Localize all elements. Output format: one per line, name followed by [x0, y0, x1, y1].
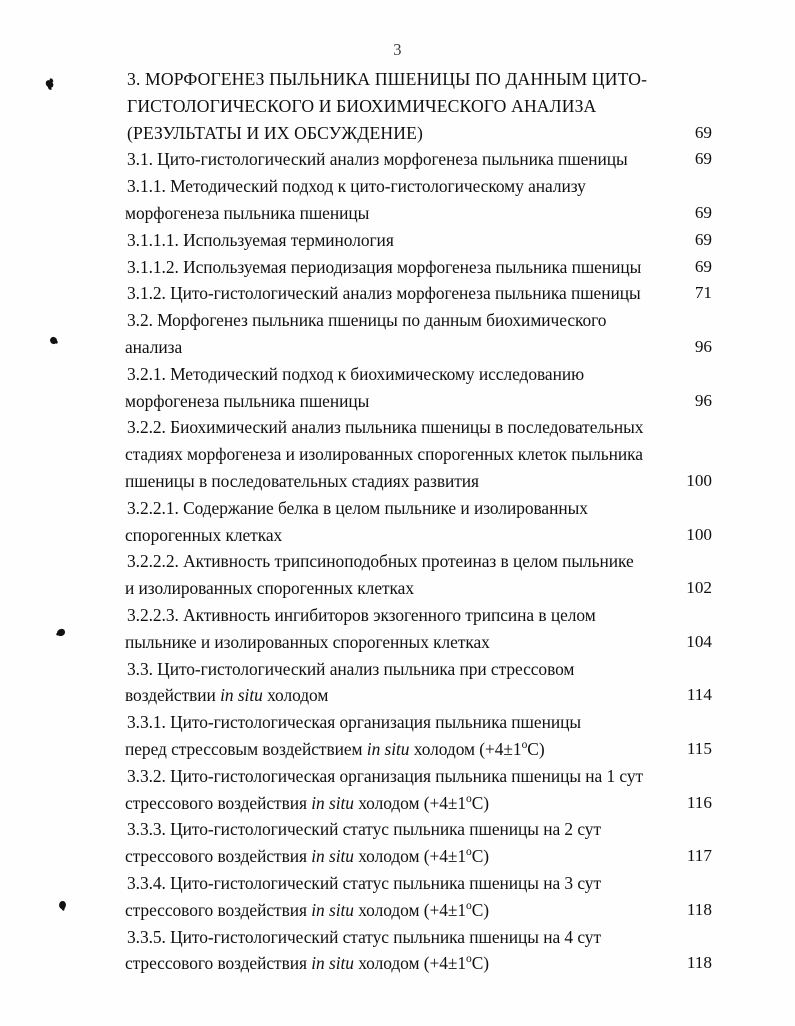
toc-entry-title: стрессового воздействия in situ холодом $(+4\pm 1^oC)$: [125, 792, 490, 813]
toc-page-number: 69: [694, 202, 712, 222]
toc-entry-title: 3.3.4. Цито-гистологический статус пыльника пшеницы на 3 сут: [127, 872, 602, 893]
toc-entry-title: морфогенеза пыльника пшеницы: [125, 202, 370, 223]
toc-page-number: 69: [694, 256, 712, 276]
toc-entry-title: стрессового воздействия in situ холодом $(+4\pm 1^oC)$: [125, 953, 490, 974]
toc-entry-title: 3.3.1. Цито-гистологическая организация пыльника пшеницы: [127, 712, 581, 733]
toc-continuation-line: [127, 843, 712, 870]
toc-entry-title: (РЕЗУЛЬТАТЫ И ИХ ОБСУЖДЕНИЕ): [127, 122, 423, 143]
toc-page-number: 100: [686, 470, 712, 490]
toc-entry-title: стрессового воздействия in situ холодом $(+4\pm 1^oC)$: [125, 846, 490, 867]
toc-continuation-line: [127, 950, 712, 977]
toc-entry-title: морфогенеза пыльника пшеницы: [125, 390, 370, 411]
toc-page-number: 69: [694, 229, 712, 249]
scan-artifact-speck-bottom: [58, 900, 67, 910]
toc-entry: [127, 361, 712, 388]
toc-entry-title: 3.3.5. Цито-гистологический статус пыльника пшеницы на 4 сут: [127, 926, 602, 947]
toc-page-number: 96: [694, 336, 712, 356]
toc-page-number: 115: [686, 738, 712, 758]
toc-continuation-line: [127, 575, 712, 602]
toc-entry: [127, 495, 712, 522]
toc-entry-title: ГИСТОЛОГИЧЕСКОГО И БИОХИМИЧЕСКОГО АНАЛИЗА: [127, 95, 597, 116]
toc-continuation-line: [127, 682, 712, 709]
toc-entry: [127, 307, 712, 334]
toc-entry-title: пшеницы в последовательных стадиях развития: [125, 470, 480, 491]
toc-page-number: 118: [686, 953, 712, 973]
toc-entry: [127, 602, 712, 629]
toc-entry: [127, 870, 712, 897]
toc-entry-title: 3.1. Цито-гистологический анализ морфогенеза пыльника пшеницы: [127, 149, 628, 170]
toc-page-number: 118: [686, 899, 712, 919]
toc-entry: [127, 656, 712, 683]
toc-entry: [127, 280, 712, 307]
toc-page-number: 102: [686, 578, 712, 598]
toc-page-number: 69: [694, 122, 712, 142]
toc-entry-title: 3.1.1.1. Используемая терминология: [127, 229, 394, 250]
toc-entry-title: 3.2.2.1. Содержание белка в целом пыльнике и изолированных: [127, 497, 588, 518]
toc-entry-title: 3. МОРФОГЕНЕЗ ПЫЛЬНИКА ПШЕНИЦЫ ПО ДАННЫМ ЦИТО-: [127, 69, 648, 89]
toc-entry: [127, 924, 712, 951]
toc-entry-title: 3.3.2. Цито-гистологическая организация пыльника пшеницы на 1 сут: [127, 765, 644, 786]
toc-page-number: 116: [686, 792, 712, 812]
toc-entry: [127, 548, 712, 575]
toc-entry-title: 3.1.2. Цито-гистологический анализ морфогенеза пыльника пшеницы: [127, 283, 641, 304]
toc-page-number: 71: [694, 283, 712, 303]
toc-continuation-line: [127, 790, 712, 817]
scan-artifact-speck-upper-mid: [49, 336, 57, 344]
toc-entry-title: 3.1.1.2. Используемая периодизация морфогенеза пыльника пшеницы: [127, 256, 642, 277]
toc-entry: [127, 254, 712, 281]
toc-page-number: 104: [686, 631, 712, 651]
toc-entry-title: 3.3. Цито-гистологический анализ пыльника при стрессовом: [127, 658, 575, 679]
table-of-contents: [127, 66, 712, 977]
toc-entry: [127, 763, 712, 790]
toc-continuation-line: [127, 736, 712, 763]
toc-entry-title: 3.2.1. Методический подход к биохимическому исследованию: [127, 363, 585, 384]
toc-entry-title: стрессового воздействия in situ холодом $(+4\pm 1^oC)$: [125, 899, 490, 920]
toc-entry: [127, 414, 712, 441]
toc-entry-title: 3.3.3. Цито-гистологический статус пыльника пшеницы на 2 сут: [127, 819, 602, 840]
toc-continuation-line: [127, 200, 712, 227]
toc-page-number: 96: [694, 390, 712, 410]
toc-heading-line: [127, 93, 712, 120]
toc-entry: [127, 816, 712, 843]
toc-entry: [127, 709, 712, 736]
toc-entry-title: спорогенных клетках: [125, 524, 283, 545]
toc-entry-title: перед стрессовым воздействием in situ холодом $(+4\pm 1^oC)$: [125, 738, 545, 759]
toc-entry-title: 3.2. Морфогенез пыльника пшеницы по данным биохимического: [127, 310, 607, 331]
toc-entry: [127, 227, 712, 254]
toc-entry: [127, 146, 712, 173]
toc-continuation-line: [127, 388, 712, 415]
toc-page-number: 69: [694, 149, 712, 169]
toc-continuation-line: [127, 441, 712, 468]
scan-artifact-speck-lower-mid: [57, 628, 66, 636]
scan-artifact-speck-top: [45, 79, 54, 89]
toc-entry: [127, 173, 712, 200]
toc-heading-line: [127, 120, 712, 147]
toc-heading-line: [127, 66, 712, 93]
toc-continuation-line: [127, 468, 712, 495]
toc-entry-title: 3.2.2.3. Активность ингибиторов экзогенного трипсина в целом: [127, 604, 596, 625]
page-number: 3: [393, 40, 402, 59]
toc-page-number: 117: [686, 846, 712, 866]
toc-page-number: 100: [686, 524, 712, 544]
toc-continuation-line: [127, 522, 712, 549]
toc-entry-title: 3.2.2.2. Активность трипсиноподобных протеиназ в целом пыльнике: [127, 551, 634, 572]
toc-entry-title: пыльнике и изолированных спорогенных клетках: [125, 631, 490, 652]
toc-continuation-line: [127, 629, 712, 656]
toc-page-number: 114: [686, 685, 712, 705]
toc-entry-title: воздействии in situ холодом: [125, 685, 329, 706]
toc-entry-title: 3.1.1. Методический подход к цито-гистологическому анализу: [127, 176, 586, 197]
toc-entry-title: 3.2.2. Биохимический анализ пыльника пшеницы в последовательных: [127, 417, 644, 438]
toc-entry-title: анализа: [125, 336, 183, 357]
toc-continuation-line: [127, 897, 712, 924]
toc-entry-title: и изолированных спорогенных клетках: [125, 578, 414, 599]
toc-entry-title: стадиях морфогенеза и изолированных спорогенных клеток пыльника: [125, 444, 643, 465]
toc-continuation-line: [127, 334, 712, 361]
